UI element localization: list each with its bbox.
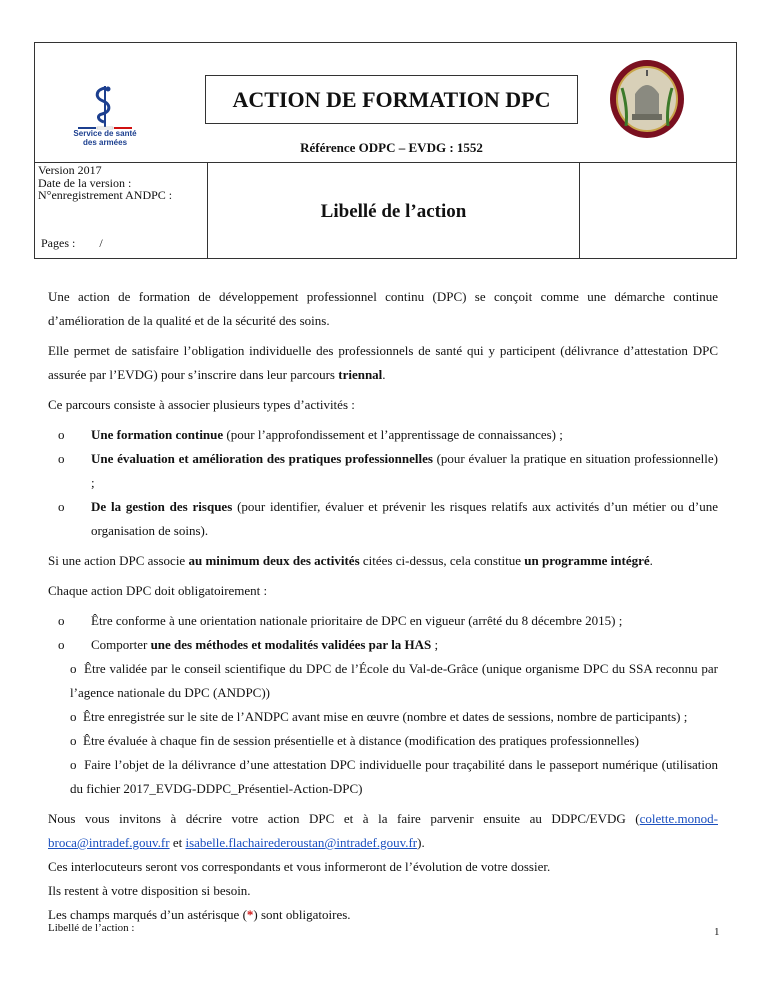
email-link-monod-broca[interactable]: colette.monod-broca@intradef.gouv.fr (48, 811, 718, 850)
pages-label: Pages : (41, 236, 76, 250)
ssa-logo (64, 84, 146, 154)
seal-icon (608, 58, 686, 140)
paragraph-parcours: Ce parcours consiste à associer plusieurs types d’activités : (48, 397, 355, 412)
paragraph-intro: Une action de formation de développement professionnel continu (DPC) se conçoit comme une démarche continue d’amélioration de la qualité et de la sécurité des soins. (48, 289, 718, 328)
paragraph-correspondants: Ces interlocuteurs seront vos correspondants et vous informeront de l’évolution de votre dossier. (48, 859, 551, 874)
date-version-label: Date de la version : (38, 175, 132, 190)
pages-field (41, 236, 103, 251)
version-label: Version 2017 (38, 163, 102, 177)
header-column-divider-right (579, 162, 580, 259)
val-de-grace-seal (608, 58, 686, 140)
list-item: o Être enregistrée sur le site de l’ANDPC avant mise en œuvre (nombre et dates de sessions, nombre de participants) ; (70, 709, 688, 724)
list-item: o Être validée par le conseil scientifique du DPC de l’École du Val-de-Grâce (unique organisme DPC du SSA reconnu par l’agence nationale du DPC (ANDPC)) (70, 661, 719, 700)
paragraph-obligatoire: Chaque action DPC doit obligatoirement : (48, 583, 268, 598)
list-item: o Une formation continue (pour l’approfondissement et l’apprentissage de connaissances) ; (58, 427, 563, 442)
paragraph-contact: Nous vous invitons à décrire votre action DPC et à la faire parvenir ensuite au DDPC/EVDG (colette.monod-broca@intradef.gouv.fr et isabelle.flachairederoustan@intradef.gouv.fr). (48, 811, 718, 850)
title-box (205, 75, 578, 124)
document-title: ACTION DE FORMATION DPC (232, 86, 551, 112)
paragraph-disposition: Ils restent à votre disposition si besoin. (48, 883, 251, 898)
page-number: 1 (714, 926, 720, 938)
list-item: o Comporter une des méthodes et modalités validées par la HAS ; (58, 637, 439, 652)
list-item: o De la gestion des risques (pour identifier, évaluer et prévenir les risques relatifs aux activités d’un métier ou d’une organisation de soins). (58, 499, 719, 538)
footer-libelle: Libellé de l’action : (48, 922, 135, 934)
libelle-title: Libellé de l’action (320, 201, 467, 222)
paragraph-asterisque: Les champs marqués d’un astérisque (*) sont obligatoires. (48, 907, 351, 922)
ssa-logo-text: Service de santé des armées (73, 129, 137, 147)
paragraph-obligation: Elle permet de satisfaire l’obligation individuelle des professionnels de santé qui y participent (délivrance d’attestation DPC assurée par l’EVDG) pour s’inscrire dans leur parcours triennal. (48, 343, 718, 382)
required-asterisk: * (246, 907, 254, 922)
document-body (48, 285, 718, 927)
version-info (38, 164, 172, 202)
list-item: o Être évaluée à chaque fin de session présentielle et à distance (modification des pratiques professionnelles) (70, 733, 639, 748)
caduceus-icon (64, 84, 146, 130)
email-link-flachaire[interactable]: isabelle.flachairederoustan@intradef.gouv.fr (185, 835, 418, 850)
paragraph-programme: Si une action DPC associe au minimum deux des activités citées ci-dessus, cela constitue un programme intégré. (48, 553, 653, 568)
list-item: o Faire l’objet de la délivrance d’une attestation DPC individuelle pour traçabilité dans le passeport numérique (utilisation du fichier 2017_EVDG-DDPC_Présentiel-Action-DPC) (70, 757, 719, 796)
header-divider (34, 162, 737, 163)
list-item: o Une évaluation et amélioration des pratiques professionnelles (pour évaluer la pratique en situation professionnelle) ; (58, 451, 718, 490)
reference-odpc: Référence ODPC – EVDG : 1552 (300, 140, 483, 155)
pages-separator: / (99, 236, 103, 250)
list-item: o Être conforme à une orientation nationale prioritaire de DPC en vigueur (arrêté du 8 décembre 2015) ; (58, 613, 623, 628)
enregistrement-label: N°enregistrement ANDPC : (38, 188, 173, 202)
